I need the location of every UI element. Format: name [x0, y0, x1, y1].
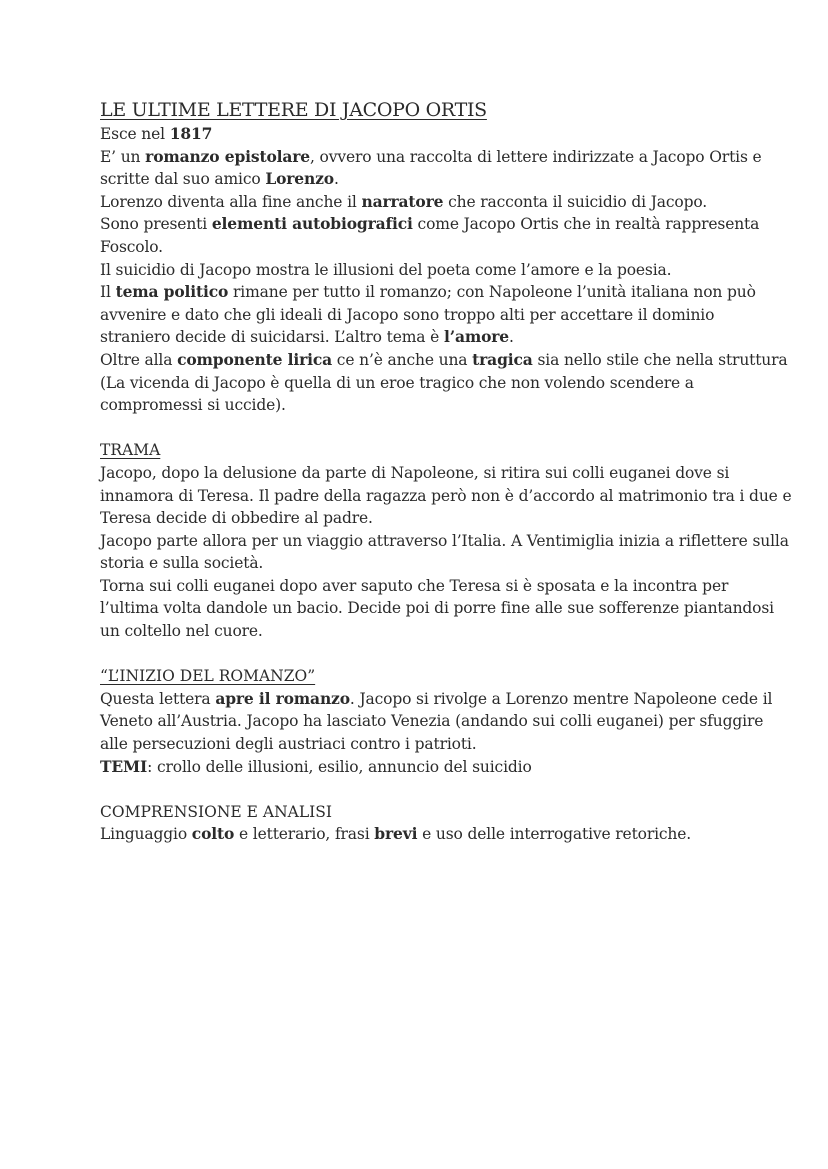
text-span: Esce nel: [100, 125, 170, 143]
intro-line: [100, 281, 756, 304]
section-heading-trama: TRAMA: [100, 441, 161, 460]
text-span: che racconta il suicidio di Jacopo.: [443, 192, 708, 211]
inizio-line: [100, 756, 740, 779]
trama-line: innamora di Teresa. Il padre della ragazza però non è d’accordo al matrimonio tra i due e: [100, 486, 792, 505]
bold-span: narratore: [361, 191, 444, 211]
document-title: LE ULTIME LETTERE DI JACOPO ORTIS: [100, 99, 487, 121]
intro-line: [100, 168, 740, 191]
trama-line: Torna sui colli euganei dopo aver saputo che Teresa si è sposata e la incontra per: [100, 576, 729, 595]
bold-span: brevi: [374, 824, 418, 844]
text-span: (La vicenda di Jacopo è quella di un eroe tragico che non volendo scendere a: [100, 373, 694, 392]
text-span: e uso delle interrogative retoriche.: [417, 825, 692, 844]
section-heading-inizio: “L’INIZIO DEL ROMANZO”: [100, 667, 316, 686]
text-span: Veneto all’Austria. Jacopo ha lasciato Venezia (andando sui colli euganei) per sfuggire: [100, 712, 764, 731]
text-span: Lorenzo diventa alla fine anche il: [100, 192, 362, 211]
text-span: : crollo delle illusioni, esilio, annuncio del suicidio: [147, 757, 532, 776]
intro-line: [100, 123, 740, 146]
text-span: Oltre alla: [100, 350, 178, 369]
bold-span: componente lirica: [177, 349, 333, 369]
text-span: .: [509, 328, 514, 347]
inizio-line: [100, 733, 740, 756]
text-span: sia nello stile che nella struttura: [532, 350, 788, 369]
text-span: e letterario, frasi: [234, 825, 375, 844]
text-span: avvenire e dato che gli ideali di Jacopo sono troppo alti per accettare il dominio: [100, 305, 715, 324]
intro-line: [100, 304, 740, 327]
paragraph-gap: [100, 417, 740, 440]
text-span: .: [333, 170, 339, 189]
section-heading-analisi: COMPRENSIONE E ANALISI: [100, 802, 333, 821]
trama-line: Teresa decide di obbedire al padre.: [100, 509, 373, 528]
intro-line: [100, 236, 740, 259]
intro-line: [100, 349, 788, 372]
bold-span: apre il romanzo: [215, 688, 350, 708]
bold-span: Lorenzo: [265, 169, 334, 189]
bold-span: colto: [191, 824, 235, 844]
bold-span: tema politico: [115, 282, 229, 302]
intro-line: [100, 191, 740, 214]
text-span: rimane per tutto il romanzo; con Napoleone l’unità italiana non può: [228, 283, 756, 302]
text-span: , ovvero una raccolta di lettere indirizzate a Jacopo Ortis e: [310, 147, 762, 166]
text-span: Foscolo.: [100, 237, 163, 256]
paragraph-gap: [100, 778, 740, 801]
bold-span: l’amore: [443, 327, 510, 347]
text-span: . Jacopo si rivolge a Lorenzo mentre Napoleone cede il: [349, 689, 773, 708]
text-span: Sono presenti: [100, 215, 212, 234]
intro-line: [100, 259, 740, 282]
text-span: scritte dal suo amico: [100, 170, 266, 189]
intro-line: [100, 213, 760, 236]
text-span: Il suicidio di Jacopo mostra le illusioni del poeta come l’amore e la poesia.: [100, 260, 672, 279]
bold-span: TEMI: [100, 756, 148, 776]
bold-span: tragica: [472, 349, 533, 369]
intro-line: [100, 394, 740, 417]
text-span: Linguaggio: [100, 825, 192, 844]
trama-line: storia e sulla società.: [100, 554, 264, 573]
trama-line: Jacopo parte allora per un viaggio attraverso l’Italia. A Ventimiglia inizia a riflettere sulla: [100, 531, 789, 550]
trama-line: Jacopo, dopo la delusione da parte di Napoleone, si ritira sui colli euganei dove si: [100, 463, 730, 482]
analisi-line: [100, 823, 740, 846]
intro-line: [100, 372, 740, 395]
bold-span: 1817: [169, 124, 213, 143]
text-span: compromessi si uccide).: [100, 396, 286, 415]
text-span: Questa lettera: [100, 689, 216, 708]
text-span: Il: [100, 283, 116, 302]
inizio-line: [100, 710, 764, 733]
intro-line: [100, 326, 740, 349]
trama-line: un coltello nel cuore.: [100, 622, 263, 641]
document-body: [100, 97, 792, 846]
inizio-line: [100, 688, 773, 711]
text-span: come Jacopo Ortis che in realtà rappresenta: [412, 215, 760, 234]
text-span: E’ un: [100, 147, 146, 166]
text-span: alle persecuzioni degli austriaci contro i patrioti.: [100, 735, 477, 754]
bold-span: elementi autobiografici: [211, 214, 413, 234]
intro-line: [100, 146, 762, 169]
bold-span: romanzo epistolare: [145, 146, 310, 166]
paragraph-gap: [100, 643, 740, 666]
text-span: ce n’è anche una: [332, 350, 473, 369]
trama-line: l’ultima volta dandole un bacio. Decide poi di porre fine alle sue sofferenze piantandosi: [100, 599, 774, 618]
text-span: straniero decide di suicidarsi. L’altro tema è: [100, 328, 444, 347]
